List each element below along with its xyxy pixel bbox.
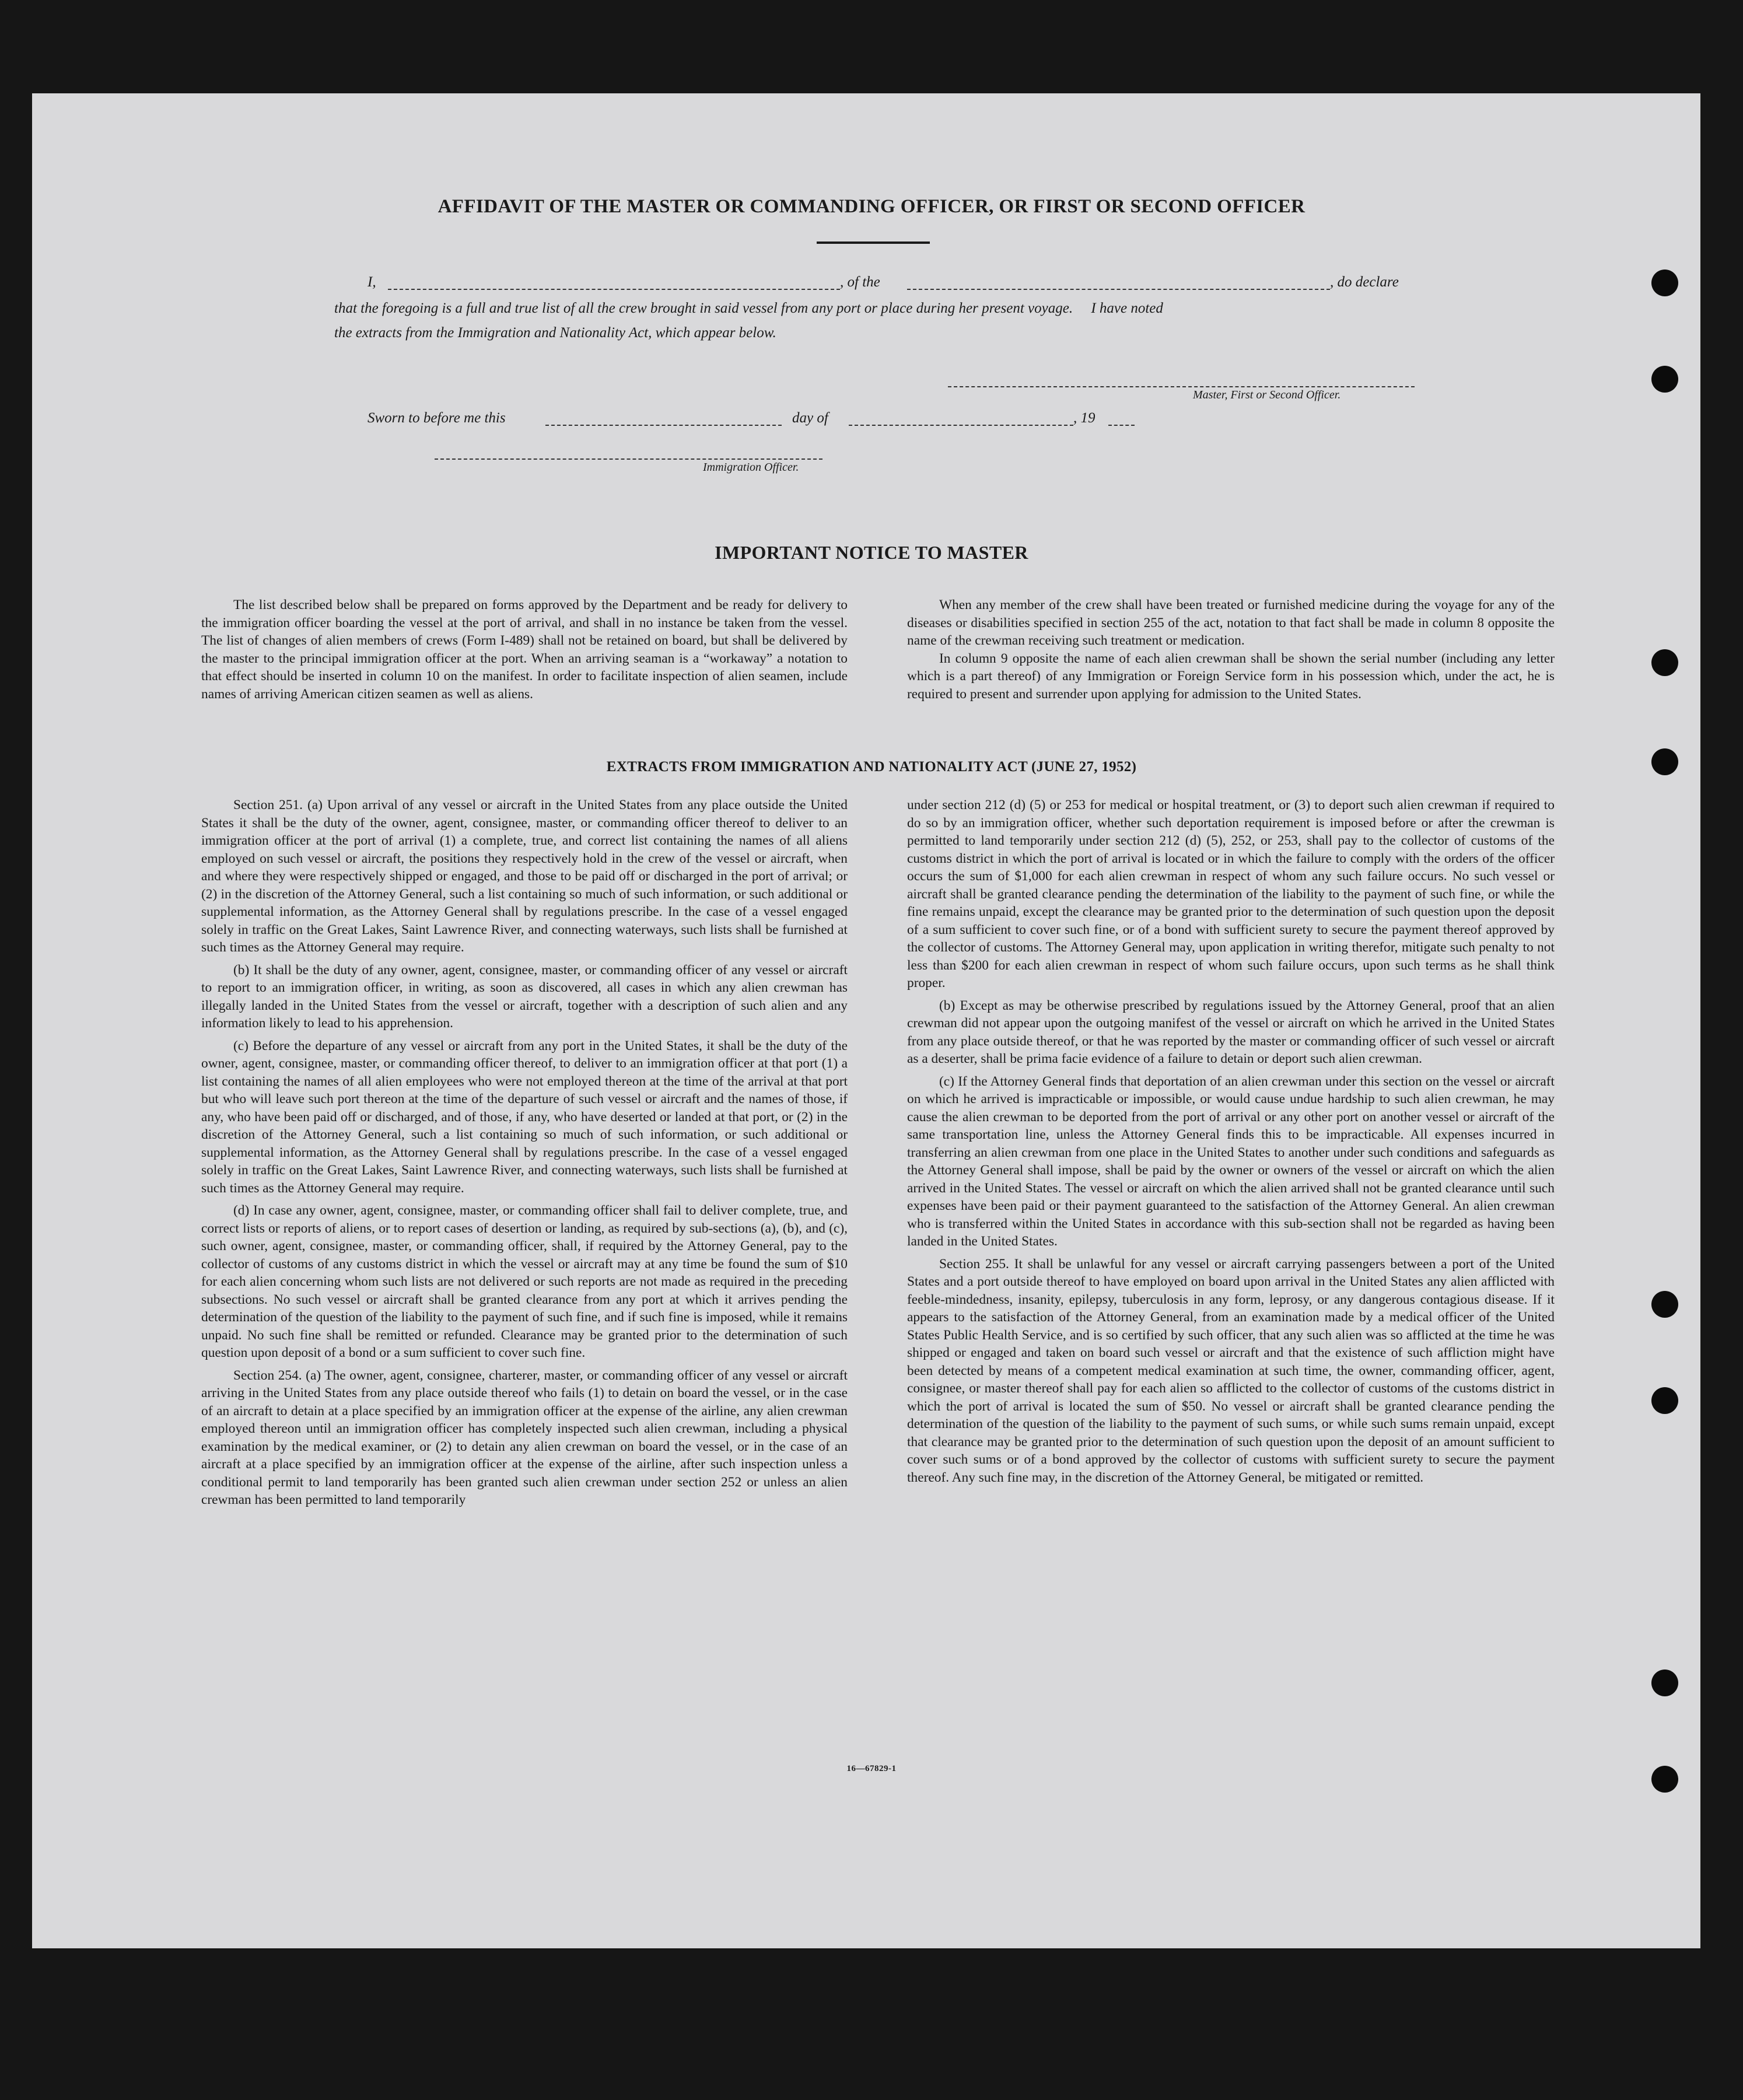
officer-caption: Immigration Officer. — [703, 461, 799, 474]
binder-hole — [1651, 1291, 1678, 1318]
officer-signature-line[interactable] — [435, 459, 822, 460]
notice-left-text: The list described below shall be prepared on forms approved by the Department and be ready for delivery to the immigration officer boarding the vessel at the port of arrival, and shall in no instance be taken from the vessel. The list of changes of alien members of crews (Form I-489) shall not be retained on board, but shall be delivered by the master to the principal immigration officer at the port. When an arriving seaman is a “workaway” a notation to that effect should be inserted in column 10 on the manifest. In order to facilitate inspection of alien seamen, include names of arriving American citizen seamen as well as aliens. — [201, 597, 848, 702]
section-251-a: Section 251. (a) Upon arrival of any vessel or aircraft in the United States from any place outside the United States it shall be the duty of the owner, agent, consignee, master, or commanding officer thereof to deliver to an immigration officer at the port of arrival (1) a complete, true, and correct list containing the names of all aliens employed on such vessel or aircraft, the positions they respectively hold in the crew of the vessel or aircraft, when and where they were respectively shipped or engaged, and those to be paid off or discharged in the port of arrival; or (2) in the discretion of the Attorney General, such a list containing so much of such information, or such additional or supplemental information, as the Attorney General shall by regulations prescribe. In the case of a vessel engaged solely in traffic on the Great Lakes, Saint Lawrence River, and connecting waterways, such lists shall be furnished at such times as the Attorney General may require. — [201, 797, 848, 955]
extracts-left-column — [201, 796, 848, 1514]
day-of-label: day of — [792, 410, 828, 426]
notice-right-column — [907, 596, 1555, 708]
binder-hole — [1651, 270, 1678, 296]
vessel-blank[interactable] — [907, 289, 1330, 290]
label-do-declare: , do declare — [1330, 274, 1399, 290]
section-255: Section 255. It shall be unlawful for any vessel or aircraft carrying passengers between a port of the United States and a port outside thereof to have employed on board upon arrival in the United States any alien afflicted with feeble-mindedness, insanity, epilepsy, tuberculosis in any form, leprosy, or any dangerous contagious disease. If it appears to the satisfaction of the Attorney General, from an examination made by a medical officer of the United States Public Health Service, and is so certified by such officer, that any such alien was so afflicted at the time he was shipped or engaged and taken on board such vessel or aircraft and that the existence of such affliction might have been detected by means of a competent medical examination at such time, the owner, commanding officer, agent, consignee, or master thereof shall pay for each alien so afflicted to the collector of customs of the customs district in which the port of arrival is located the sum of $50. No vessel or aircraft shall be granted clearance pending the determination of the question of the liability to the payment of such sums, or while such sums remain unpaid, except that clearance may be granted prior to the determination of such question upon the deposit of an amount sufficient to cover such sums or of a bond approved by the collector of customs with sufficient surety to secure the payment thereof. Any such fine may, in the discretion of the Attorney General, be mitigated or remitted. — [907, 1256, 1555, 1485]
notice-right-para-1: When any member of the crew shall have been treated or furnished medicine during the voyage for any of the diseases or disabilities specified in section 255 of the act, notation to that fact shall be made in column 8 opposite the name of the crewman receiving such treatment or medication. — [907, 597, 1555, 648]
affidavit-title: AFFIDAVIT OF THE MASTER OR COMMANDING OFFICER, OR FIRST OR SECOND OFFICER — [438, 196, 1306, 217]
section-251-d: (d) In case any owner, agent, consignee, master, or commanding officer shall fail to deliver complete, true, and correct lists or reports of aliens, or to report cases of desertion or landing, as required by sub-sections (a), (b), and (c), such owner, agent, consignee, master, or commanding officer, shall, if required by the Attorney General, pay to the collector of customs of any customs district in which the vessel or aircraft may at any time be found the sum of $10 for each alien concerning whom such lists are not delivered or such reports are not made as required in the preceding subsections. No such vessel or aircraft shall be granted clearance from any port at which it arrives pending the determination of the question of the liability to the payment of such fine, and if such fine is imposed, while it remains unpaid. No such fine shall be remitted or refunded. Clearance may be granted prior to the determination of such question upon deposit of a bond or a sum sufficient to cover such fine. — [201, 1203, 848, 1360]
extracts-right-column — [907, 796, 1555, 1491]
sworn-month-blank[interactable] — [849, 425, 1073, 426]
label-i: I, — [368, 274, 376, 290]
notice-right-para-2: In column 9 opposite the name of each alien crewman shall be shown the serial number (including any letter which is a part thereof) of any Immigration or Foreign Service form in his possession which, under the act, he is required to present and surrender upon applying for admission to the United States. — [907, 650, 1555, 702]
binder-hole — [1651, 1387, 1678, 1414]
label-of-the: , of the — [840, 274, 880, 290]
sworn-day-blank[interactable] — [545, 425, 782, 426]
binder-hole — [1651, 649, 1678, 676]
master-signature-line[interactable] — [948, 386, 1415, 387]
year-label: , 19 — [1073, 410, 1096, 426]
declaration-line-2: the extracts from the Immigration and Nationality Act, which appear below. — [334, 325, 776, 341]
section-254-a: Section 254. (a) The owner, agent, consignee, charterer, master, or commanding officer of any vessel or aircraft arriving in the United States from any place outside thereof who fails (1) to detain on board the vessel, or in the case of an aircraft to detain at a place specified by an immigration officer at the expense of the airline, any alien crewman employed thereon until an immigration officer has completely inspected such alien crewman, including a physical examination by the medical examiner, or (2) to detain any alien crewman on board the vessel, or in the case of an aircraft at a place specified by an immigration officer at the expense of the airline, after such inspection unless a conditional permit to land temporarily has been granted such alien crewman under section 252 or unless an alien crewman has been permitted to land temporarily — [201, 1367, 848, 1507]
section-254-a-continued: under section 212 (d) (5) or 253 for medical or hospital treatment, or (3) to deport such alien crewman if required to do so by an immigration officer, whether such deportation requirement is imposed before or after the crewman is permitted to land temporarily under section 212 (d) (5), 252, or 253, shall pay to the collector of customs of the customs district in which the port of arrival is located or in which the failure to comply with the orders of the officer occurs the sum of $1,000 for each alien crewman in respect of whom any such failure occurs. No such vessel or aircraft shall be granted clearance pending the determination of the liability to the payment of such fine, or while the fine remains unpaid, except the clearance may be granted prior to the determination of such question upon the deposit of a sum sufficient to cover such fine, or of a bond with sufficient surety to secure the payment thereof approved by the collector of customs. The Attorney General may, upon application in writing therefor, mitigate such penalty to not less than $200 for each alien crewman in respect of whom such failure occurs, upon such terms as he shall think proper. — [907, 797, 1555, 991]
sworn-year-blank[interactable] — [1108, 425, 1135, 426]
notice-left-column — [201, 596, 848, 708]
form-number: 16—67829-1 — [846, 1764, 897, 1773]
section-254-c: (c) If the Attorney General finds that deportation of an alien crewman under this section on the vessel or aircraft on which he arrived is impracticable or impossible, or would cause undue hardship to such alien crewman, he may cause the alien crewman to be deported from the port of arrival or any other port on another vessel or aircraft of the same transportation line, unless the Attorney General finds this to be impracticable. All expenses incurred in transferring an alien crewman from one place in the United States to another under such conditions and safeguards as the Attorney General shall impose, shall be paid by the owner or owners of the vessel or aircraft on which the alien arrived in the United States. The vessel or aircraft on which the alien arrived shall not be granted clearance until such expenses have been paid or their payment guaranteed to the satisfaction of the Attorney General. An alien crewman who is transferred within the United States in accordance with this sub-section shall not be regarded as having been landed in the United States. — [907, 1073, 1555, 1249]
master-caption: Master, First or Second Officer. — [1193, 388, 1341, 401]
name-blank[interactable] — [388, 289, 840, 290]
extracts-heading: EXTRACTS FROM IMMIGRATION AND NATIONALITY ACT (JUNE 27, 1952) — [606, 759, 1137, 775]
section-254-b: (b) Except as may be otherwise prescribed by regulations issued by the Attorney General, proof that an alien crewman did not appear upon the outgoing manifest of the vessel or aircraft on which he arrived in the United States from any place outside thereof, or that he was reported by the master or commanding officer of such vessel or aircraft as a deserter, shall be prima facie evidence of a failure to detain or deport such alien crewman. — [907, 998, 1555, 1066]
section-251-c: (c) Before the departure of any vessel or aircraft from any port in the United States, it shall be the duty of the owner, agent, consignee, master, or commanding officer thereof, to deliver to an immigration officer at that port (1) a list containing the names of all alien employees who were not employed thereon at the time of the arrival at that port but who will leave such port thereon at the time of the departure of such vessel or aircraft and the names of those, if any, who have been paid off or discharged, and of those, if any, who have deserted or landed at that port, or (2) in the discretion of the Attorney General, such a list containing so much of such information, or such additional or supplemental information, as the Attorney General shall by regulations prescribe. In the case of a vessel engaged solely in traffic on the Great Lakes, Saint Lawrence River, and connecting waterways, such lists shall be furnished at such times as the Attorney General may require. — [201, 1038, 848, 1196]
binder-hole — [1651, 366, 1678, 393]
section-251-b: (b) It shall be the duty of any owner, agent, consignee, master, or commanding officer of any vessel or aircraft to report to an immigration officer, in writing, as soon as discovered, all cases in which any alien crewman has illegally landed in the United States from the vessel or aircraft, together with a description of such alien and any information likely to lead to his apprehension. — [201, 962, 848, 1031]
notice-heading: IMPORTANT NOTICE TO MASTER — [715, 542, 1028, 563]
title-underline — [817, 242, 930, 244]
declaration-line-1: that the foregoing is a full and true list of all the crew brought in said vessel from any port or place during her present voyage. I have noted — [334, 300, 1163, 316]
sworn-label: Sworn to before me this — [368, 410, 506, 426]
binder-hole — [1651, 1670, 1678, 1696]
